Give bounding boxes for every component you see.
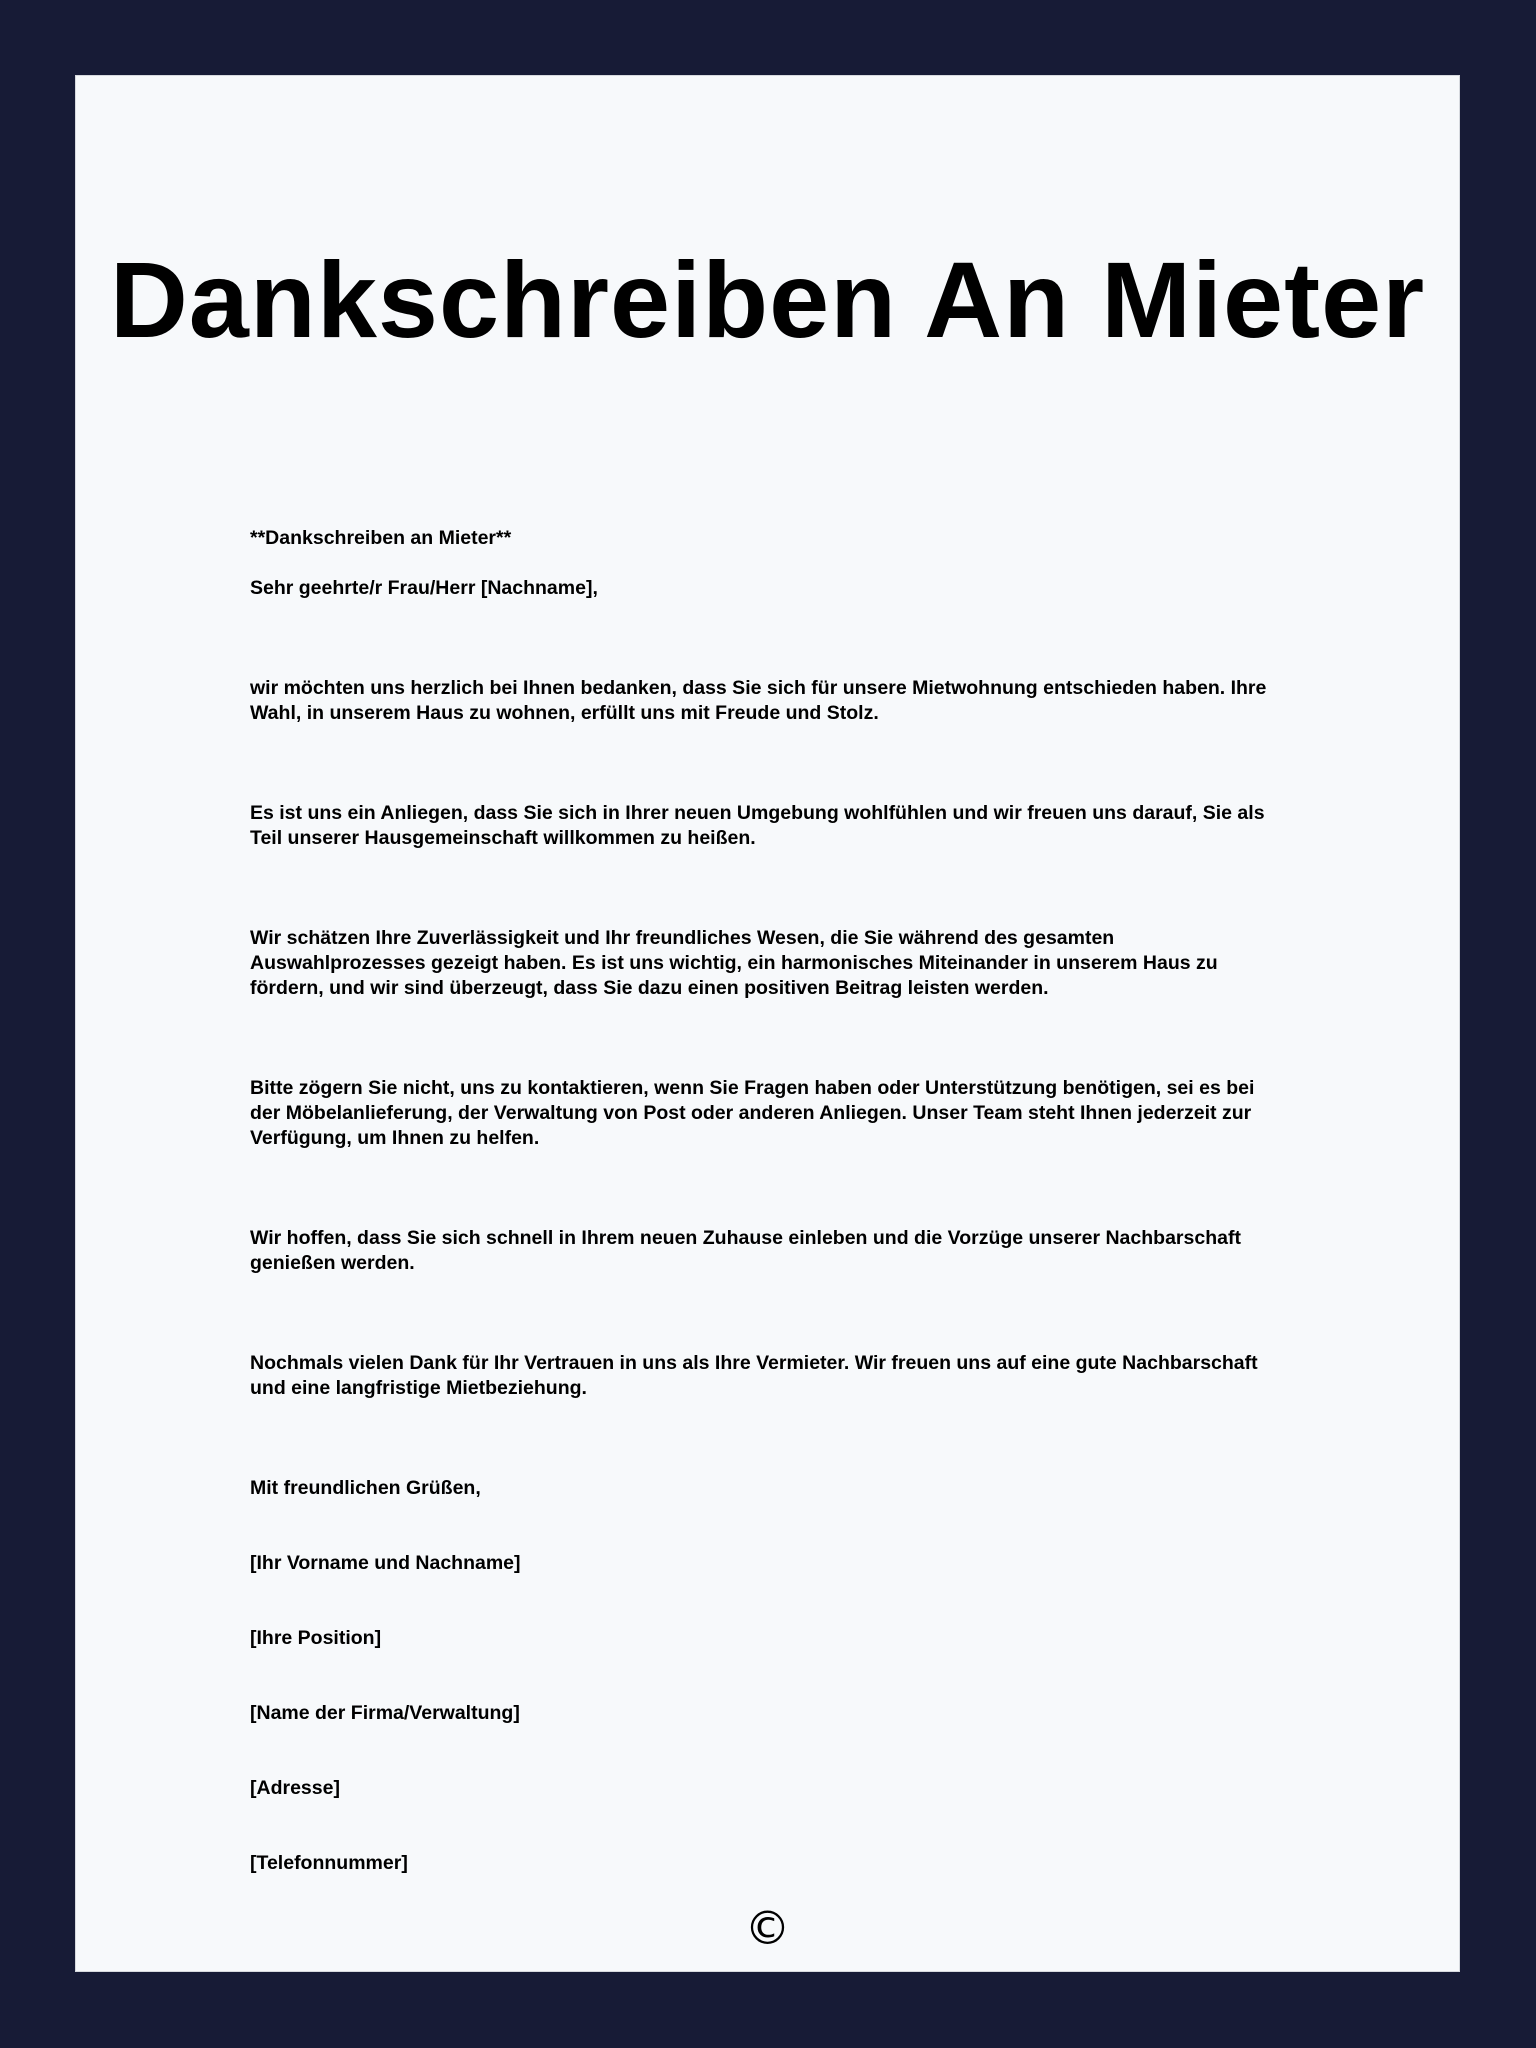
closing: Mit freundlichen Grüßen, (250, 1477, 481, 1499)
signature-name: [Ihr Vorname und Nachname] (250, 1552, 521, 1574)
signature-position: [Ihre Position] (250, 1627, 382, 1649)
salutation: Sehr geehrte/r Frau/Herr [Nachname], (250, 577, 598, 599)
signature-address: [Adresse] (250, 1777, 340, 1799)
signature-phone: [Telefonnummer] (250, 1852, 408, 1874)
letter-page (75, 75, 1460, 1972)
paragraph-1: wir möchten uns herzlich bei Ihnen bedanken, dass Sie sich für unsere Mietwohnung entschieden haben. Ihre Wahl, in unserem Haus zu wohnen, erfüllt uns mit Freude und Stolz. (250, 677, 1267, 724)
paragraph-6: Nochmals vielen Dank für Ihr Vertrauen in uns als Ihre Vermieter. Wir freuen uns auf eine gute Nachbarschaft und eine langfristige Mietbeziehung. (250, 1352, 1258, 1399)
paragraph-4: Bitte zögern Sie nicht, uns zu kontaktieren, wenn Sie Fragen haben oder Unterstützung benötigen, sei es bei der Möbelanlieferung, der Verwaltung von Post oder anderen Anliegen. Unser Team steht Ihnen jederzeit zur Verfügung, um Ihnen zu helfen. (250, 1077, 1255, 1149)
subject-line: **Dankschreiben an Mieter** (250, 527, 512, 549)
signature-company: [Name der Firma/Verwaltung] (250, 1702, 520, 1724)
paragraph-3: Wir schätzen Ihre Zuverlässigkeit und Ihr freundliches Wesen, die Sie während des gesamten Auswahlprozesses gezeigt haben. Es ist uns wichtig, ein harmonisches Miteinander in unserem Haus zu fördern, und wir sind überzeugt, dass Sie dazu einen positiven Beitrag leisten werden. (250, 927, 1218, 999)
page-title: Dankschreiben An Mieter (109, 239, 1426, 360)
copyright-icon: © (744, 1901, 791, 1955)
paragraph-5: Wir hoffen, dass Sie sich schnell in Ihrem neuen Zuhause einleben und die Vorzüge unserer Nachbarschaft genießen werden. (250, 1227, 1241, 1274)
paragraph-2: Es ist uns ein Anliegen, dass Sie sich in Ihrer neuen Umgebung wohlfühlen und wir freuen uns darauf, Sie als Teil unserer Hausgemeinschaft willkommen zu heißen. (250, 802, 1265, 849)
